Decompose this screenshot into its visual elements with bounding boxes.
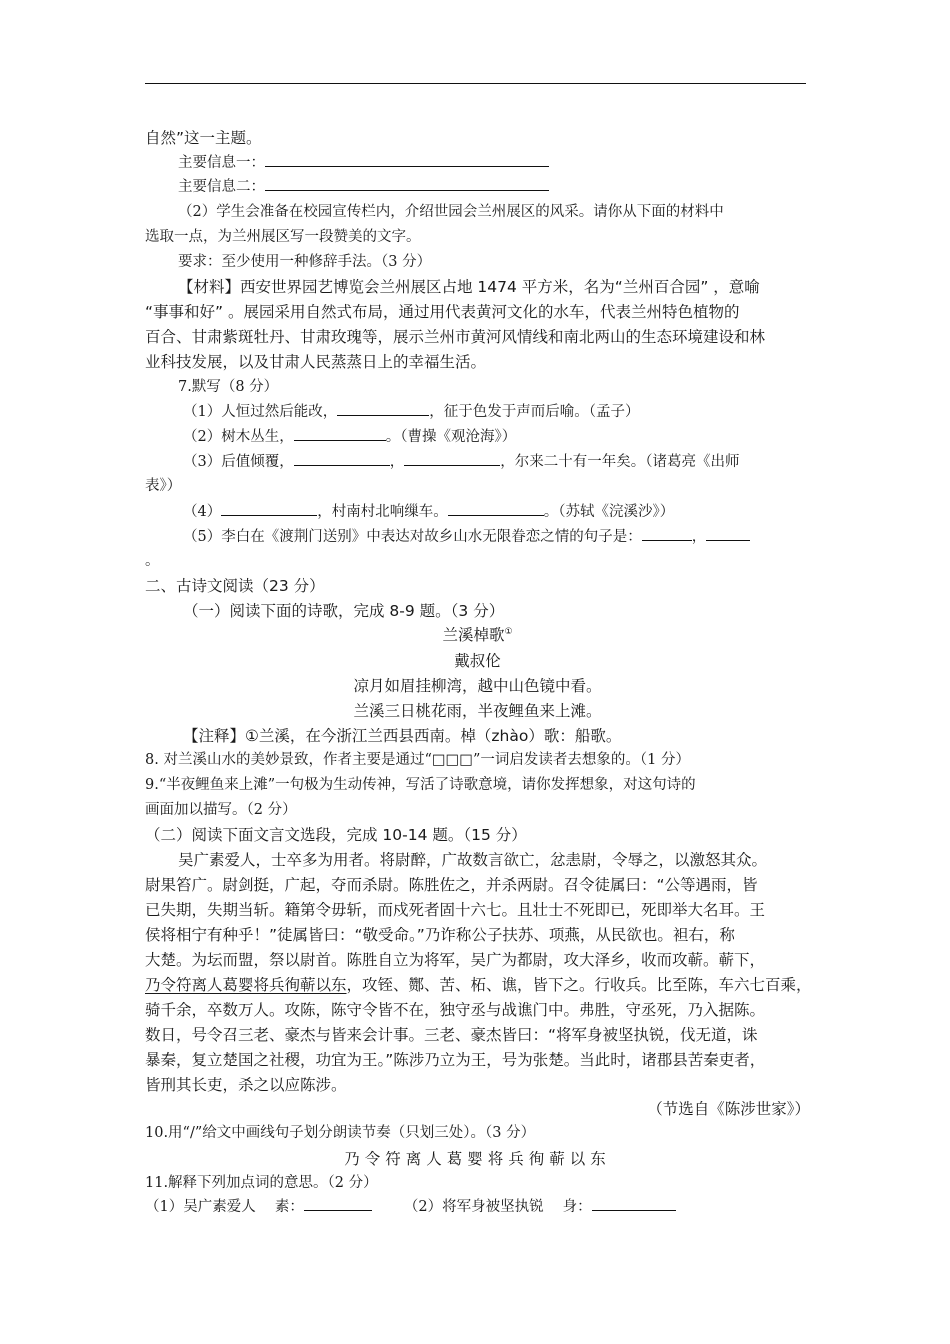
passage-line: 暴秦，复立楚国之社稷，功宜为王。”陈涉乃立为王，号为张楚。当此时，诸郡县苦秦吏者，: [145, 1051, 766, 1069]
material-line: 百合、甘肃紫斑牡丹、甘肃玫瑰等，展示兰州市黄河风情线和南北两山的生态环境建设和林: [145, 328, 766, 346]
answer-blank[interactable]: [304, 1196, 372, 1211]
question-11-items: （1）吴广素爱人 素： （2）将军身被坚执锐 身：: [145, 1196, 810, 1217]
passage-line: 已失期，失期当斩。籍第令毋斩，而戍死者固十六七。且壮士不死即已，死即举大名耳。王: [145, 901, 766, 919]
dictation-2: （2）树木丛生， 。（曹操《观沧海》）: [145, 426, 810, 447]
passage-line: 尉果笞广。尉剑挺，广起，夺而杀尉。陈胜佐之，并杀两尉。召令徒属曰：“公等遇雨，皆: [145, 876, 758, 894]
answer-blank[interactable]: [265, 152, 549, 167]
answer-blank[interactable]: [706, 526, 750, 541]
answer-blank[interactable]: [592, 1196, 676, 1211]
subsection-title: （二）阅读下面文言文选段，完成 10-14 题。（15 分）: [145, 826, 527, 844]
answer-blank[interactable]: [337, 401, 429, 416]
underlined-sentence: 乃令符离人葛婴将兵徇蕲以东: [145, 976, 347, 994]
answer-blank[interactable]: [294, 451, 390, 466]
dictation-1: （1）人恒过然后能改， ，征于色发于声而后喻。（孟子）: [145, 401, 810, 422]
text-line: 要求：至少使用一种修辞手法。（3 分）: [178, 254, 432, 270]
answer-blank[interactable]: [448, 501, 544, 516]
answer-blank[interactable]: [294, 426, 386, 441]
text-line: 表》）: [145, 478, 182, 494]
material-line: “事事和好” 。展园采用自然式布局，通过用代表黄河文化的水车，代表兰州特色植物的: [145, 303, 740, 321]
passage-line: 骑千余，卒数万人。攻陈，陈守令皆不在，独守丞与战谯门中。弗胜，守丞死，乃入据陈。: [145, 1001, 766, 1019]
answer-blank[interactable]: [265, 176, 549, 191]
text-line: 选取一点，为兰州展区写一段赞美的文字。: [145, 229, 421, 245]
material-line: 【材料】西安世界园艺博览会兰州展区占地 1474 平方米，名为“兰州百合园” ，意喻: [178, 278, 760, 296]
passage-line: 皆刑其长吏，杀之以应陈涉。: [145, 1076, 347, 1094]
poem-author: 戴叔伦: [454, 652, 501, 670]
passage-line: 数日，号令召三老、豪杰与皆来会计事。三老、豪杰皆曰：“将军身被坚执锐，伐无道，诛: [145, 1026, 758, 1044]
answer-blank[interactable]: [642, 526, 692, 541]
passage-line: 乃令符离人葛婴将兵徇蕲以东，攻铚、酂、苦、柘、谯，皆下之。行收兵。比至陈，车六七百乘，: [145, 976, 812, 994]
question-10: 10.用“/”给文中画线句子划分朗读节奏（只划三处）。（3 分）: [145, 1125, 536, 1141]
passage-line: 侯将相宁有种乎！”徒属皆曰：“敬受命。”乃诈称公子扶苏、项燕，从民欲也。袒右，称: [145, 926, 735, 944]
text-line: 自然”这一主题。: [145, 129, 262, 147]
poem-title: 兰溪棹歌①: [442, 626, 513, 644]
question-11: 11.解释下列加点词的意思。（2 分）: [145, 1175, 378, 1191]
passage-line: 吴广素爱人，士卒多为用者。将尉醉，广故数言欲亡，忿恚尉，令辱之，以激怒其众。: [178, 851, 768, 869]
subsection-title: （一）阅读下面的诗歌，完成 8-9 题。（3 分）: [183, 602, 505, 620]
main-info-1: 主要信息一：: [145, 152, 810, 173]
answer-blank[interactable]: [221, 501, 317, 516]
text-line: （2）学生会准备在校园宣传栏内，介绍世园会兰州展区的风采。请你从下面的材料中: [178, 204, 724, 220]
question-7-title: 7.默写（8 分）: [178, 379, 279, 395]
passage-source: （节选自《陈涉世家》）: [647, 1100, 810, 1118]
header-rule: [145, 83, 806, 84]
dictation-3: （3）后值倾覆， ， ，尔来二十有一年矣。（诸葛亮《出师: [145, 451, 810, 472]
section-title: 二、古诗文阅读（23 分）: [145, 577, 325, 595]
material-line: 业科技发展，以及甘肃人民蒸蒸日上的幸福生活。: [145, 353, 487, 371]
poem-note: 【注释】①兰溪，在今浙江兰西县西南。棹（zhào）歌：船歌。: [183, 727, 622, 745]
dictation-5: （5）李白在《渡荆门送别》中表达对故乡山水无限眷恋之情的句子是： ，: [145, 526, 810, 547]
question-8: 8. 对兰溪山水的美妙景致，作者主要是通过“□□□”一词启发读者去想象的。（1 分）: [145, 752, 690, 768]
poem-line: 凉月如眉挂柳湾，越中山色镜中看。: [353, 677, 602, 695]
text-line: 。: [145, 553, 160, 569]
answer-blank[interactable]: [404, 451, 500, 466]
passage-line: 大楚。为坛而盟，祭以尉首。陈胜自立为将军，吴广为都尉，攻大泽乡，收而攻蕲。蕲下，: [145, 951, 766, 969]
text-line: 画面加以描写。（2 分）: [145, 802, 297, 818]
main-info-2: 主要信息二：: [145, 176, 810, 197]
poem-line: 兰溪三日桃花雨，半夜鲤鱼来上滩。: [353, 702, 602, 720]
question-9: 9.“半夜鲤鱼来上滩”一句极为生动传神，写活了诗歌意境，请你发挥想象，对这句诗的: [145, 777, 696, 793]
dictation-4: （4） ，村南村北响缫车。 。（苏轼《浣溪沙》）: [145, 501, 810, 522]
rhythm-sentence: 乃令符离人葛婴将兵徇蕲以东: [344, 1150, 611, 1168]
